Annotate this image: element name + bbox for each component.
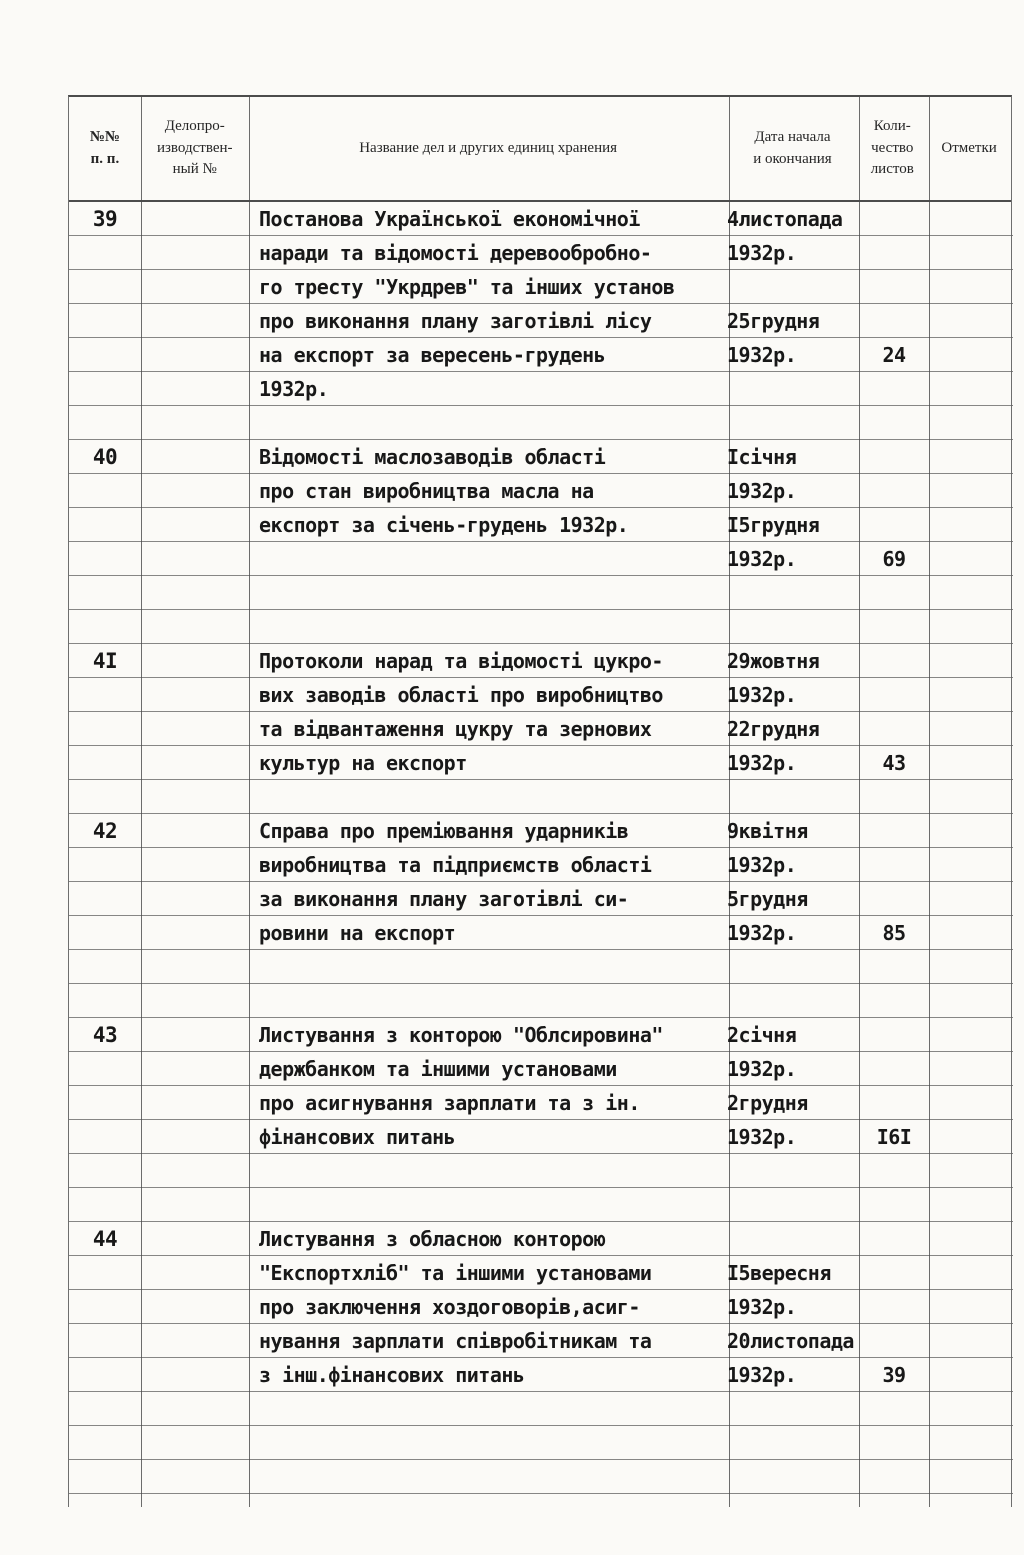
date-line: 1932р. bbox=[727, 343, 797, 367]
title-line: го тресту "Укрдрев" та інших установ bbox=[259, 275, 675, 299]
column-divider bbox=[141, 97, 142, 1507]
title-line: про асигнування зарплати та з ін. bbox=[259, 1091, 640, 1115]
title-line: на експорт за вересень-грудень bbox=[259, 343, 606, 367]
header-cell-dates bbox=[728, 97, 858, 200]
title-line: Листування з обласною конторою bbox=[259, 1227, 606, 1251]
title-line: Листування з конторою "Облсировина" bbox=[259, 1023, 663, 1047]
title-line: наради та відомості деревообробно- bbox=[259, 241, 652, 265]
entry-date-end bbox=[727, 1086, 861, 1154]
date-line: 4листопада bbox=[727, 207, 843, 231]
title-line: культур на експорт bbox=[259, 751, 467, 775]
date-line: 1932р. bbox=[727, 853, 797, 877]
title-line: 1932р. bbox=[259, 377, 329, 401]
title-line: про стан виробництва масла на bbox=[259, 479, 594, 503]
header-label: Название дел и других единиц хранения bbox=[359, 139, 618, 156]
title-line: держбанком та іншими установами bbox=[259, 1057, 617, 1081]
title-line: за виконання плану заготівлі си- bbox=[259, 887, 629, 911]
title-line: виробництва та підприємств області bbox=[259, 853, 652, 877]
entry-sheet-count: І6І bbox=[876, 1125, 912, 1149]
date-line: 1932р. bbox=[727, 1295, 797, 1319]
entry-number: 39 bbox=[92, 207, 118, 231]
entry-title bbox=[259, 202, 733, 406]
table-body bbox=[69, 202, 1013, 1509]
title-line: Справа про преміювання ударників bbox=[259, 819, 629, 843]
date-line: 9квітня bbox=[727, 819, 808, 843]
column-divider bbox=[929, 97, 930, 1507]
date-line: 1932р. bbox=[727, 921, 797, 945]
header-label: Делопро- bbox=[164, 117, 225, 134]
title-line: про виконання плану заготівлі лісу bbox=[259, 309, 652, 333]
header-cell-num bbox=[69, 97, 141, 200]
header-label: п. п. bbox=[90, 150, 120, 167]
entry-title bbox=[259, 1222, 733, 1392]
header-cell-notes bbox=[927, 97, 1011, 200]
date-line: 5грудня bbox=[727, 887, 808, 911]
title-line: Відомості маслозаводів області bbox=[259, 445, 606, 469]
title-line: з інш.фінансових питань bbox=[259, 1363, 525, 1387]
date-line: І5вересня bbox=[727, 1261, 831, 1285]
date-line: 1932р. bbox=[727, 479, 797, 503]
header-label: чество bbox=[871, 139, 914, 156]
entry-sheet-count: 69 bbox=[882, 547, 906, 571]
title-line: та відвантаження цукру та зернових bbox=[259, 717, 652, 741]
entry-date-end bbox=[727, 508, 861, 576]
date-line: 25грудня bbox=[727, 309, 820, 333]
date-line: 20листопада bbox=[727, 1329, 854, 1353]
entry-title bbox=[259, 814, 733, 950]
title-line: про заключення хоздоговорів,асиг- bbox=[259, 1295, 640, 1319]
header-label: изводствен- bbox=[156, 139, 233, 156]
entry-title bbox=[259, 440, 733, 542]
entry-title bbox=[259, 644, 733, 780]
header-label: листов bbox=[870, 161, 914, 178]
header-label: ный № bbox=[172, 161, 217, 178]
date-line: І5грудня bbox=[727, 513, 820, 537]
entry-number: 40 bbox=[92, 445, 118, 469]
header-label: №№ bbox=[89, 128, 120, 145]
entry-number: 44 bbox=[92, 1227, 118, 1251]
entry-number: 42 bbox=[92, 819, 118, 843]
entry-sheet-count: 85 bbox=[882, 921, 906, 945]
title-line: "Експортхліб" та іншими установами bbox=[259, 1261, 652, 1285]
header-label: Отметки bbox=[941, 139, 997, 156]
entry-sheet-count: 24 bbox=[882, 343, 906, 367]
entry-date-start bbox=[727, 1256, 861, 1324]
entry-date-end bbox=[727, 712, 861, 780]
date-line: 1932р. bbox=[727, 1125, 797, 1149]
inventory-table bbox=[68, 95, 1012, 1507]
entry-date-end bbox=[727, 882, 861, 950]
entry-date-start bbox=[727, 644, 861, 712]
date-line: Ісічня bbox=[727, 445, 797, 469]
title-line: ровини на експорт bbox=[259, 921, 456, 945]
header-cell-fileno bbox=[141, 97, 249, 200]
title-line: фінансових питань bbox=[259, 1125, 456, 1149]
entry-number: 43 bbox=[92, 1023, 118, 1047]
date-line: 1932р. bbox=[727, 1057, 797, 1081]
entry-title bbox=[259, 1018, 733, 1154]
entry-date-start bbox=[727, 814, 861, 882]
entry-sheet-count: 43 bbox=[882, 751, 906, 775]
date-line: 1932р. bbox=[727, 241, 797, 265]
title-line: експорт за січень-грудень 1932р. bbox=[259, 513, 629, 537]
entry-date-start bbox=[727, 440, 861, 508]
entry-date-end bbox=[727, 304, 861, 372]
title-line: Постанова Української економічної bbox=[259, 207, 640, 231]
entry-date-start bbox=[727, 202, 861, 270]
date-line: 2січня bbox=[727, 1023, 797, 1047]
entry-date-start bbox=[727, 1018, 861, 1086]
date-line: 29жовтня bbox=[727, 649, 820, 673]
header-label: и окончания bbox=[753, 150, 832, 167]
header-cell-title bbox=[249, 97, 728, 200]
date-line: 1932р. bbox=[727, 683, 797, 707]
entry-number: 4І bbox=[92, 649, 118, 673]
header-label: Коли- bbox=[873, 117, 911, 134]
date-line: 1932р. bbox=[727, 751, 797, 775]
header-label: Дата начала bbox=[754, 128, 831, 145]
header-cell-sheets bbox=[857, 97, 927, 200]
entry-sheet-count: 39 bbox=[882, 1363, 906, 1387]
date-line: 2грудня bbox=[727, 1091, 808, 1115]
table-header bbox=[69, 97, 1011, 202]
date-line: 22грудня bbox=[727, 717, 820, 741]
entry-date-end bbox=[727, 1324, 861, 1392]
title-line: вих заводів області про виробництво bbox=[259, 683, 663, 707]
title-line: нування зарплати співробітникам та bbox=[259, 1329, 652, 1353]
title-line: Протоколи нарад та відомості цукро- bbox=[259, 649, 663, 673]
date-line: 1932р. bbox=[727, 1363, 797, 1387]
date-line: 1932р. bbox=[727, 547, 797, 571]
column-divider bbox=[249, 97, 250, 1507]
